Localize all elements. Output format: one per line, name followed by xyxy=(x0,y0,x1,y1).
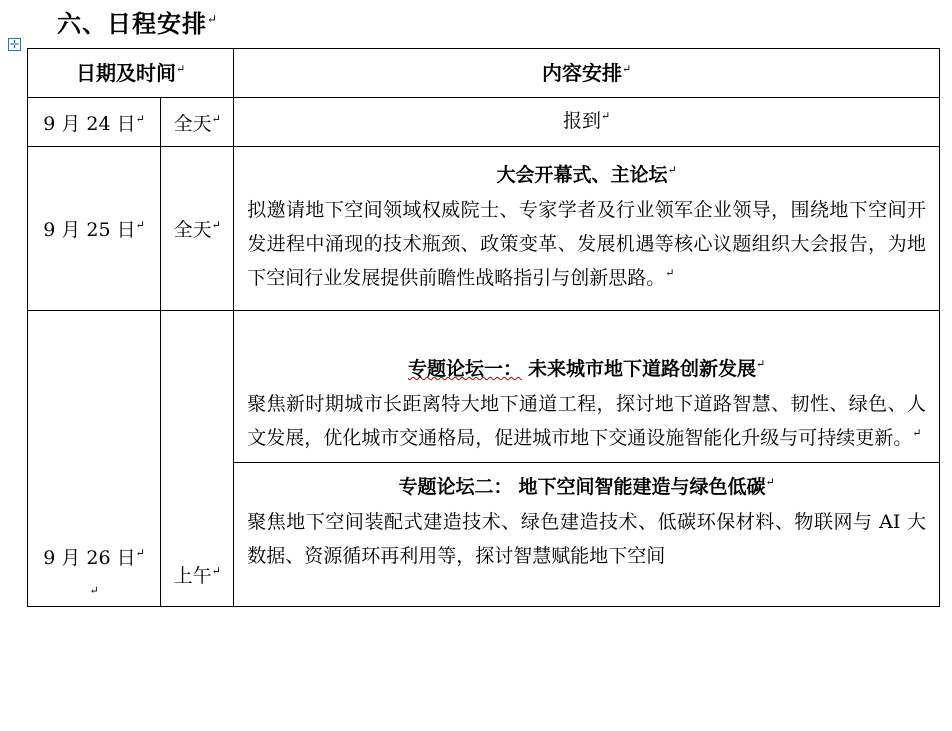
forum-title xyxy=(247,471,926,504)
forum-description xyxy=(247,388,926,456)
forum-title xyxy=(247,353,926,386)
page-title xyxy=(57,4,218,39)
cell-content xyxy=(234,310,940,606)
forum-description-text: 聚焦地下空间装配式建造技术、绿色建造技术、低碳环保材料、物联网与 AI 大数据、资源循环再利用等，探讨智慧赋能地下空间 xyxy=(247,511,926,567)
cell-content xyxy=(234,147,940,311)
header-content-label: 内容安排 xyxy=(542,61,622,85)
paragraph-mark-icon: ↵ xyxy=(667,163,677,177)
paragraph-mark-icon: ↵ xyxy=(765,475,775,489)
paragraph-mark-icon: ↵ xyxy=(912,426,922,440)
forum-description-text: 拟邀请地下空间领域权威院士、专家学者及行业领军企业领导，围绕地下空间开发进程中涌现的技术瓶颈、政策变革、发展机遇等核心议题组织大会报告，为地下空间行业发展提供前瞻性战略指引与创新思路。 xyxy=(247,199,926,289)
forum-title xyxy=(247,159,926,192)
schedule-table xyxy=(27,48,940,607)
table-move-handle[interactable]: ✛ xyxy=(9,38,20,51)
forum-description xyxy=(247,194,926,295)
paragraph-mark-icon: ↵ xyxy=(89,583,99,597)
forum-description-text: 聚焦新时期城市长距离特大地下通道工程，探讨地下道路智慧、韧性、绿色、人文发展，优化城市交通格局，促进城市地下交通设施智能化升级与可持续更新。 xyxy=(247,393,926,450)
cell-date xyxy=(28,147,161,311)
schedule-table-wrapper xyxy=(27,48,940,607)
paragraph-mark-icon: ↵ xyxy=(601,109,611,123)
paragraph-mark-icon: ↵ xyxy=(622,62,632,76)
row-content-text: 报到 xyxy=(562,110,601,133)
paragraph-mark-icon: ↵ xyxy=(135,112,145,126)
row-time-label: 上午 xyxy=(173,564,212,587)
forum-title-prefix: 专题论坛二： xyxy=(398,475,513,498)
table-row xyxy=(28,98,940,147)
paragraph-mark-icon: ↵ xyxy=(211,218,221,232)
paragraph-mark-icon: ↵ xyxy=(176,62,186,76)
paragraph-mark-icon: ↵ xyxy=(665,266,675,280)
row-date-label: 9 月 26 日 xyxy=(43,546,136,569)
paragraph-mark-icon: ↵ xyxy=(207,12,219,26)
row-date-label: 9 月 24 日 xyxy=(43,112,136,135)
paragraph-mark-icon: ↵ xyxy=(756,357,766,371)
cell-content xyxy=(234,98,940,147)
table-row xyxy=(28,310,940,606)
paragraph-mark-icon: ↵ xyxy=(135,546,145,560)
table-header-row xyxy=(28,49,940,98)
row-time-label: 全天 xyxy=(173,218,212,241)
paragraph-mark-icon: ↵ xyxy=(211,564,221,578)
header-date-time-label: 日期及时间 xyxy=(76,61,176,85)
paragraph-mark-icon: ↵ xyxy=(211,112,221,126)
cell-time xyxy=(161,98,234,147)
row-time-label: 全天 xyxy=(173,112,212,135)
forum-title-text: 未来城市地下道路创新发展 xyxy=(528,357,757,380)
cell-date xyxy=(28,98,161,147)
cell-time xyxy=(161,310,234,606)
cell-time xyxy=(161,147,234,311)
header-cell-content xyxy=(234,49,940,98)
header-cell-date-time xyxy=(28,49,234,98)
forum-title-text: 大会开幕式、主论坛 xyxy=(496,164,668,186)
page-title-text: 六、日程安排 xyxy=(57,9,207,38)
table-row xyxy=(28,147,940,311)
row-date-label: 9 月 25 日 xyxy=(43,218,136,241)
cell-date xyxy=(28,310,161,606)
paragraph-mark-icon: ↵ xyxy=(135,218,145,232)
forum-title-text: 地下空间智能建造与绿色低碳 xyxy=(518,475,766,498)
forum-description xyxy=(247,506,926,574)
forum-title-prefix: 专题论坛一： xyxy=(407,357,522,380)
